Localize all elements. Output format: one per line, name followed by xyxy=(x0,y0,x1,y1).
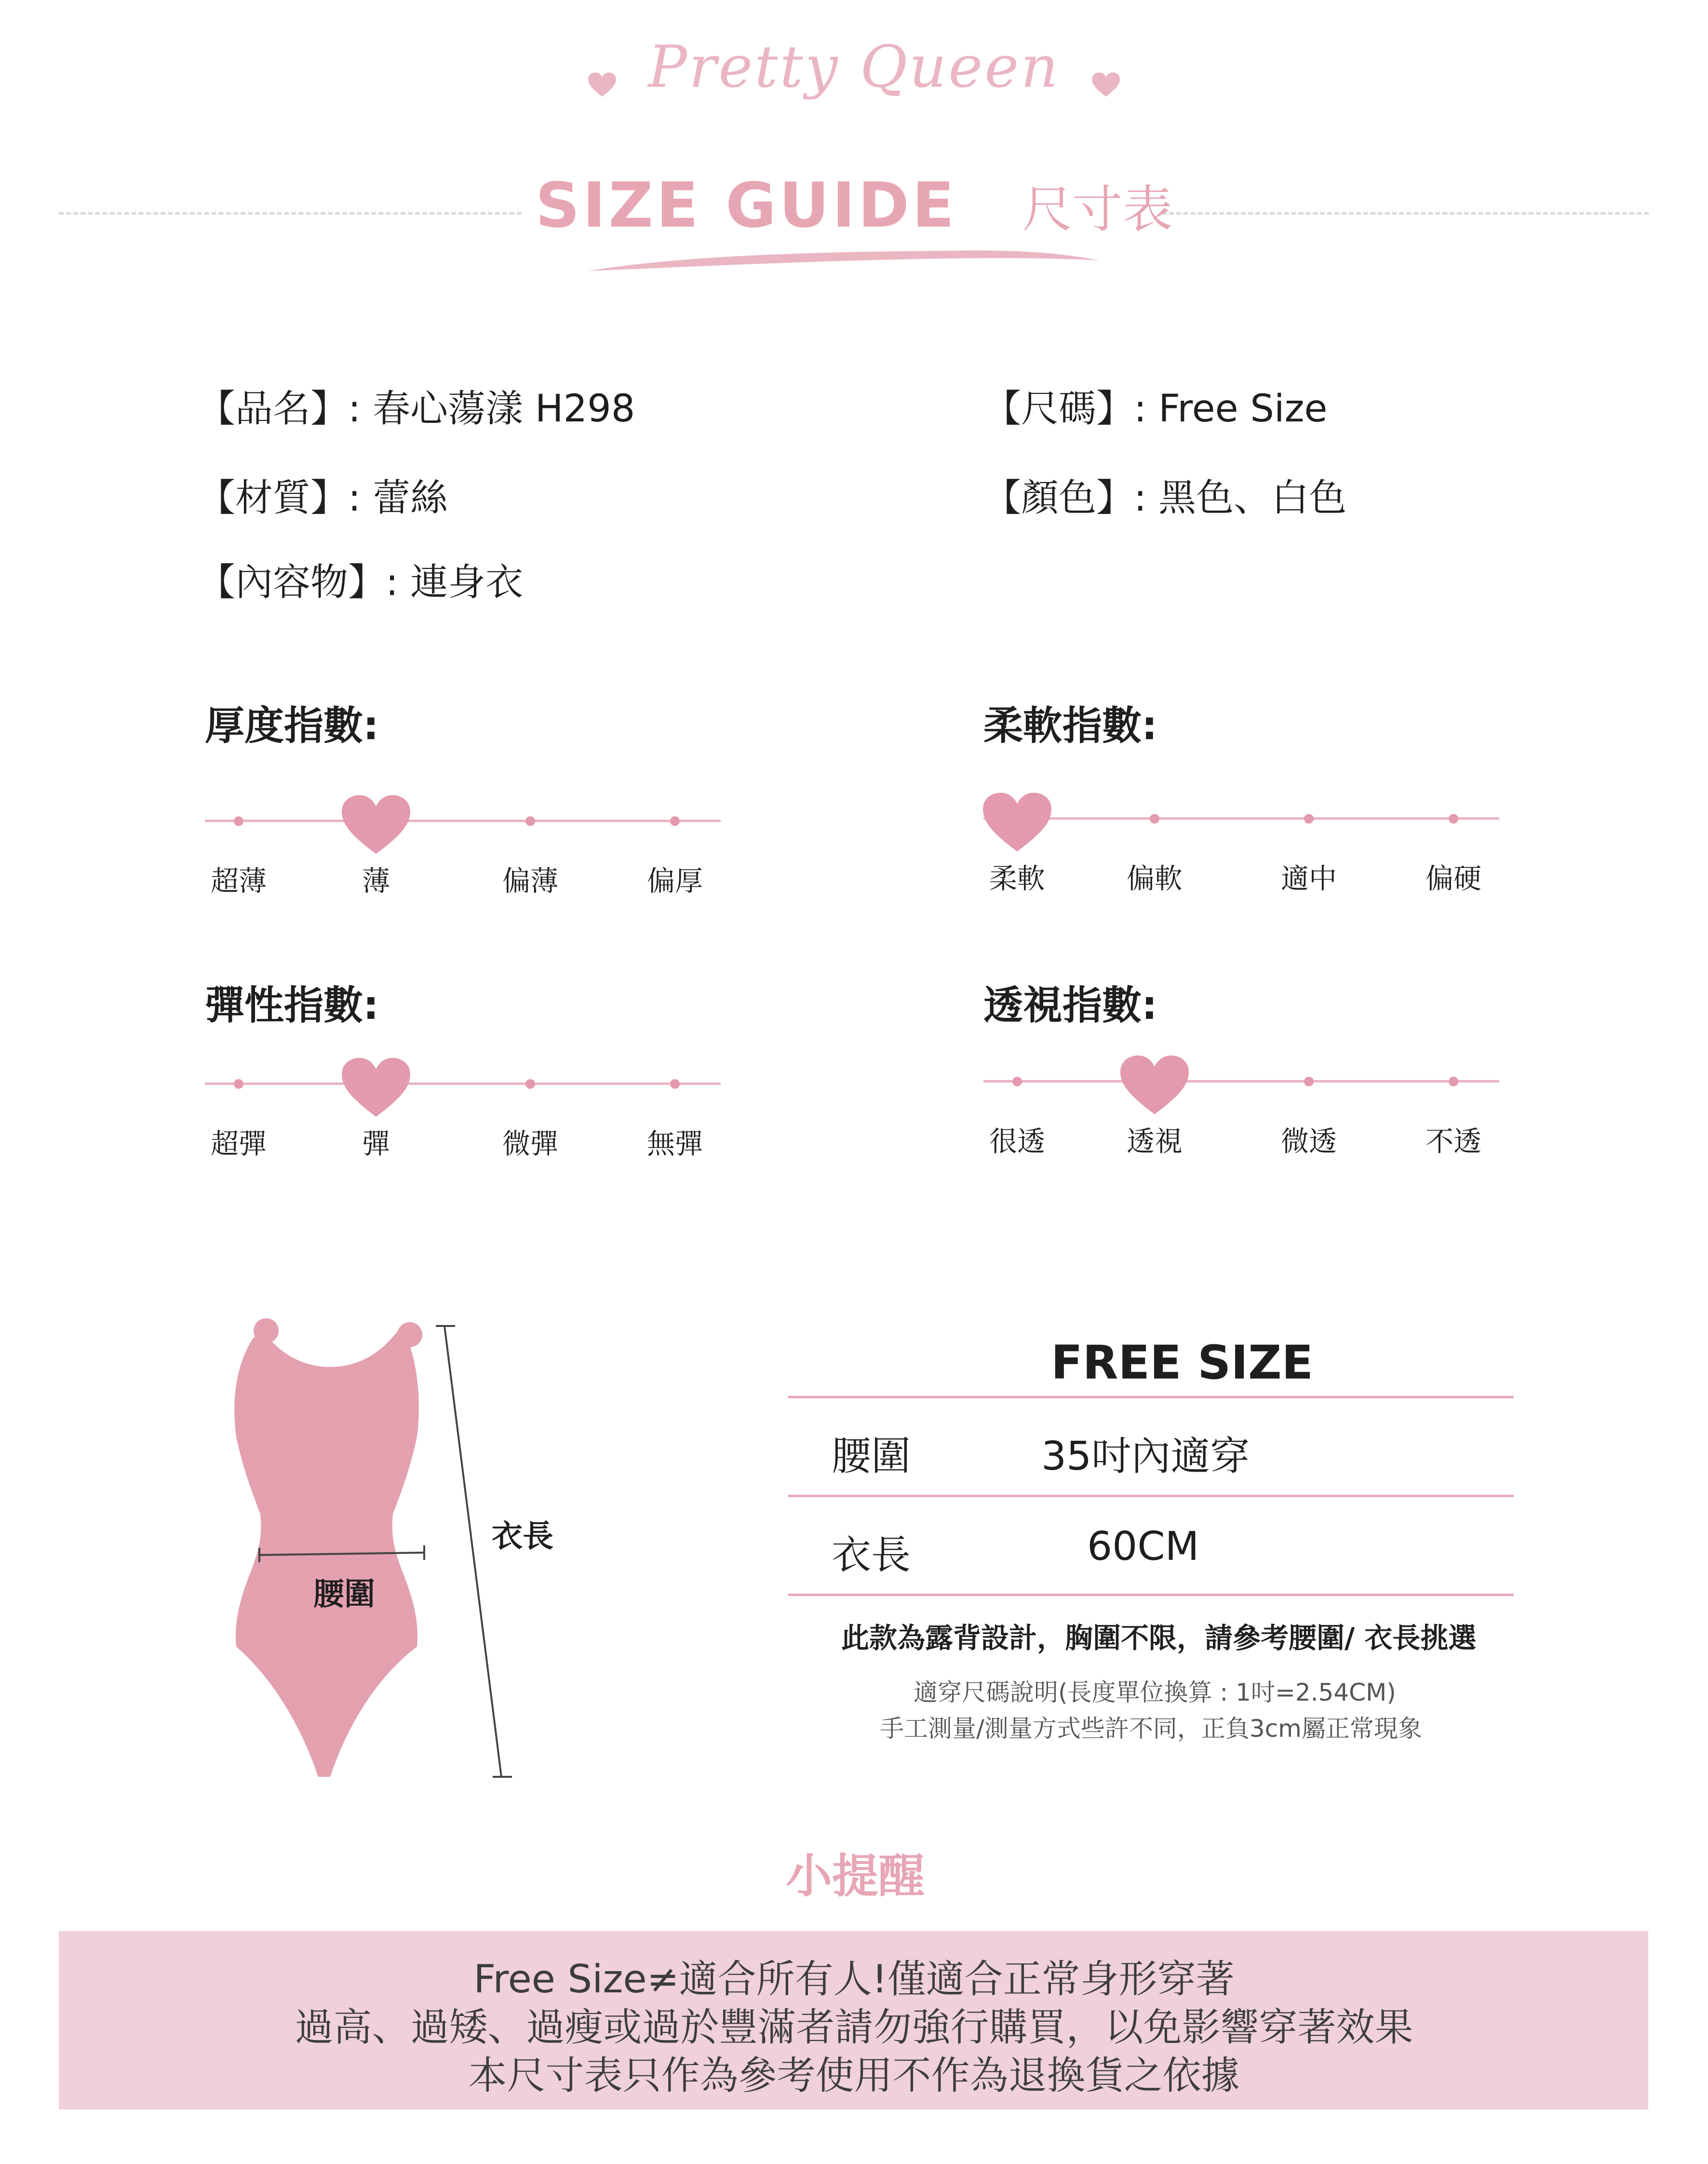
heart-icon xyxy=(588,70,617,99)
reminder-line: 過高、過矮、過瘦或過於豐滿者請勿強行購買，以免影響穿著效果 xyxy=(295,2005,1413,2050)
scale-label: 適中 xyxy=(1280,862,1337,895)
scale-dot xyxy=(1150,814,1159,824)
strap-knob-left xyxy=(254,1318,279,1343)
scale-label: 彈 xyxy=(362,1127,390,1160)
scale-dot xyxy=(1449,1077,1458,1086)
scale-label: 偏薄 xyxy=(502,865,559,897)
scale-dot xyxy=(234,816,243,826)
scale-label: 偏厚 xyxy=(646,865,703,897)
scale-label: 超薄 xyxy=(210,865,267,897)
title-chinese: 尺寸表 xyxy=(1022,180,1173,239)
scale-title: 透視指數: xyxy=(983,983,1157,1028)
scale-label: 薄 xyxy=(362,865,390,897)
scale-dot xyxy=(670,1079,680,1089)
scale-dot xyxy=(525,816,535,826)
product-name: 【品名】: 春心蕩漾 H298 xyxy=(198,387,635,431)
scale-title: 柔軟指數: xyxy=(983,703,1157,749)
brush-underline xyxy=(583,241,1104,280)
measure-note: 手工測量/測量方式些許不同，正負3cm屬正常現象 xyxy=(880,1715,1422,1743)
scale-label: 透視 xyxy=(1126,1125,1183,1158)
reminder-title: 小提醒 xyxy=(786,1849,925,1903)
scale-label: 無彈 xyxy=(646,1127,703,1160)
scale-title: 厚度指數: xyxy=(205,703,379,749)
scale-label: 偏軟 xyxy=(1126,862,1183,895)
strap-knob-right xyxy=(397,1322,422,1347)
table-rule xyxy=(788,1396,1514,1398)
scale-label: 偏硬 xyxy=(1425,862,1482,895)
table-heading: FREE SIZE xyxy=(1051,1336,1314,1390)
scale-line xyxy=(983,817,1499,820)
selected-heart-icon xyxy=(340,793,412,856)
scale-dot xyxy=(525,1079,535,1089)
scale-label: 微彈 xyxy=(502,1127,559,1160)
scale-label: 很透 xyxy=(989,1125,1046,1158)
selected-heart-icon xyxy=(1118,1054,1191,1116)
scale-label: 超彈 xyxy=(210,1127,267,1160)
scale-dot xyxy=(670,816,680,826)
row-length-label: 衣長 xyxy=(832,1532,911,1578)
scale-title: 彈性指數: xyxy=(205,983,379,1028)
product-material: 【材質】: 蕾絲 xyxy=(198,476,448,520)
scale-label: 柔軟 xyxy=(989,862,1046,895)
brand-logo: Pretty Queen xyxy=(648,34,1060,101)
page-title xyxy=(0,169,1708,242)
heart-icon xyxy=(1091,70,1120,99)
scale-dot xyxy=(234,1079,243,1089)
scale-line xyxy=(983,1080,1499,1082)
selected-heart-icon xyxy=(981,791,1053,853)
length-label: 衣長 xyxy=(492,1519,553,1555)
title-english: SIZE GUIDE xyxy=(535,170,957,242)
table-rule xyxy=(788,1594,1514,1596)
scale-dot xyxy=(1012,1077,1022,1086)
scale-line xyxy=(205,1082,721,1085)
scale-dot xyxy=(1304,814,1314,824)
waist-label: 腰圍 xyxy=(313,1577,375,1612)
scale-label: 不透 xyxy=(1425,1125,1482,1158)
scale-dot xyxy=(1304,1077,1314,1086)
row-waist-value: 35吋內適穿 xyxy=(1041,1434,1250,1479)
reminder-line: Free Size≠適合所有人!僅適合正常身形穿著 xyxy=(473,1957,1235,2002)
fit-note: 此款為露背設計，胸圍不限，請參考腰圍/ 衣長挑選 xyxy=(841,1622,1477,1654)
row-waist-label: 腰圍 xyxy=(832,1434,911,1479)
unit-note: 適穿尺碼說明(長度單位換算 : 1吋=2.54CM) xyxy=(914,1678,1396,1706)
scale-label: 微透 xyxy=(1280,1125,1337,1158)
product-color: 【顏色】: 黑色、白色 xyxy=(983,476,1347,520)
scale-line xyxy=(205,820,721,822)
product-contents: 【內容物】: 連身衣 xyxy=(198,561,524,604)
product-size: 【尺碼】: Free Size xyxy=(983,387,1328,431)
table-rule xyxy=(788,1495,1514,1497)
brand-header xyxy=(0,34,1708,101)
row-length-value: 60CM xyxy=(1087,1524,1199,1569)
scale-dot xyxy=(1449,814,1458,824)
selected-heart-icon xyxy=(340,1056,412,1119)
reminder-line: 本尺寸表只作為參考使用不作為退換貨之依據 xyxy=(468,2053,1240,2098)
